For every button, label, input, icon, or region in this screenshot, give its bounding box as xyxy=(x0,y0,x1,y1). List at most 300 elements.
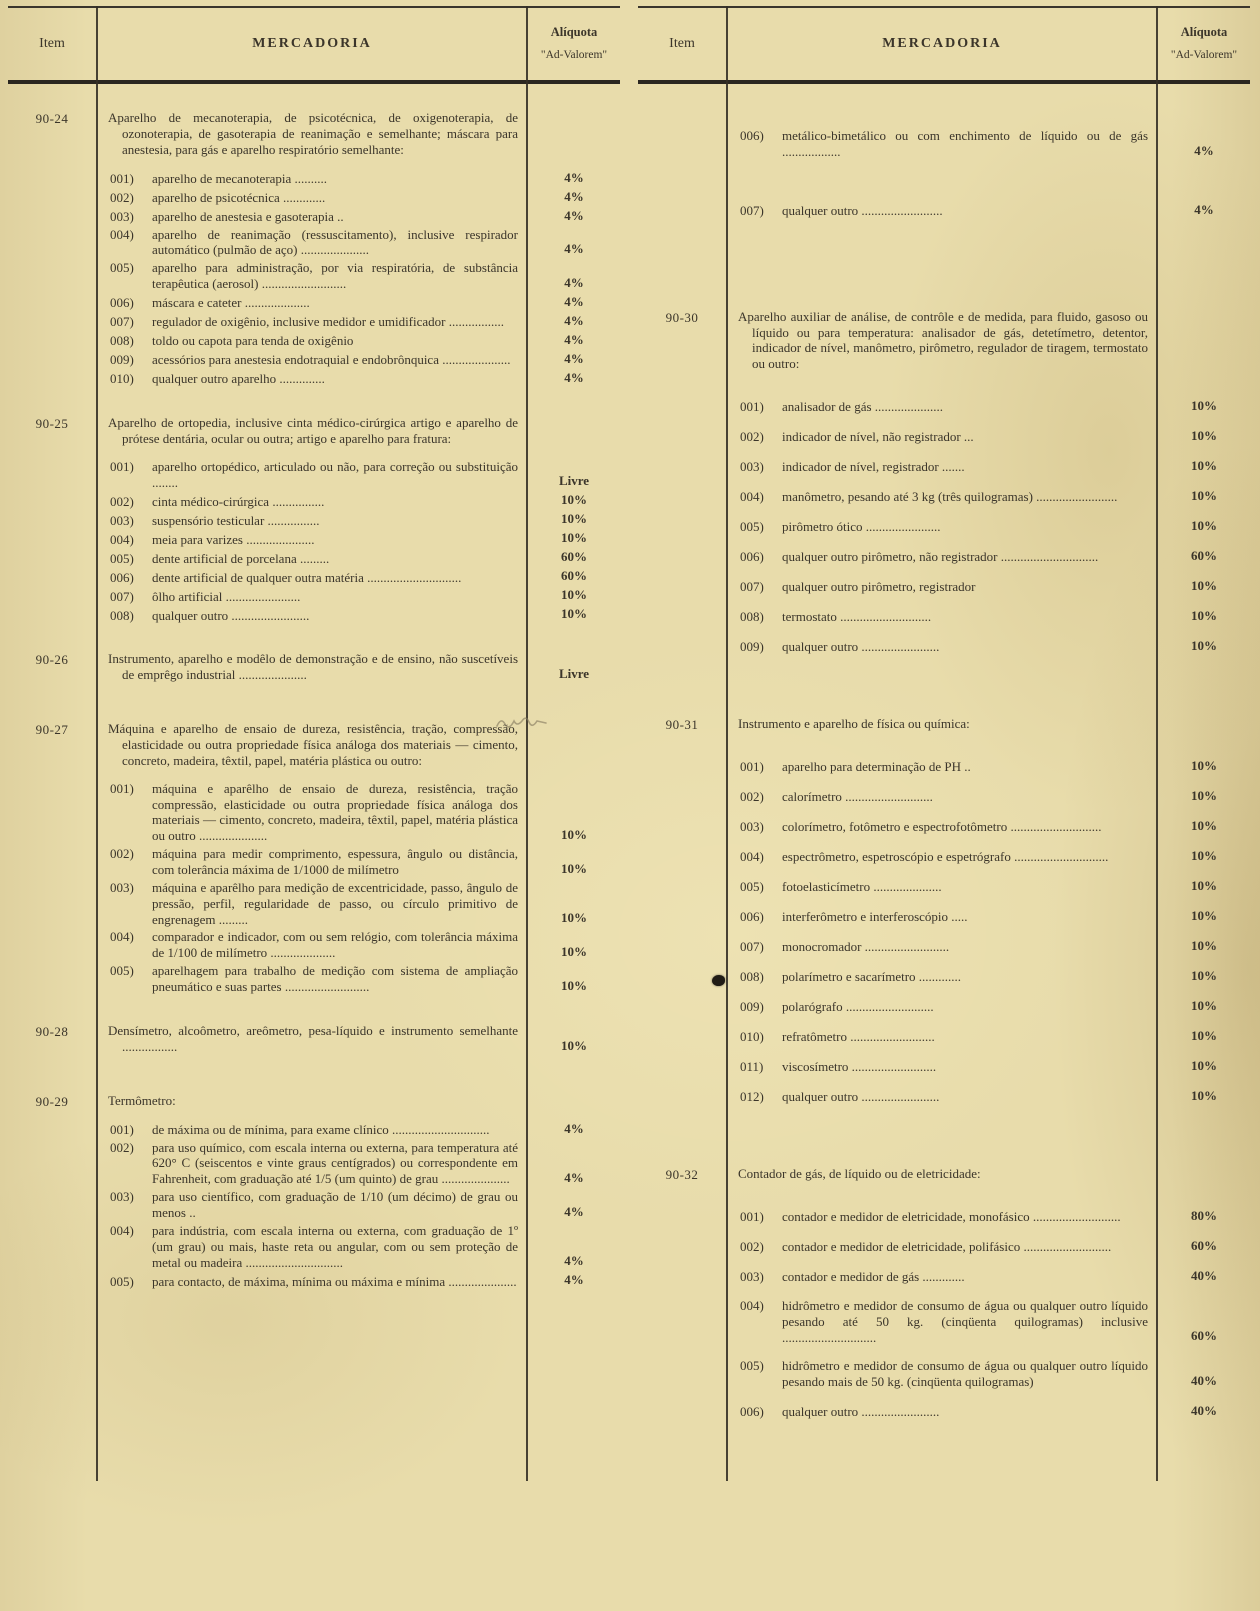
pencil-mark-artifact xyxy=(494,712,550,734)
entry-heading-text: Aparelho de ortopedia, inclusive cinta médico-cirúrgica artigo e aparelho de prótese dentária, ocular ou outra; artigo e aparelho para fratura: xyxy=(108,415,518,446)
tariff-subitem xyxy=(726,998,1250,1015)
rate-value: 4% xyxy=(564,351,584,367)
rate-value: 10% xyxy=(561,511,587,527)
rate-value: 10% xyxy=(1191,1028,1217,1044)
subitem-main xyxy=(96,1122,528,1138)
rate-value: 60% xyxy=(1191,1237,1217,1253)
subitem-text: para uso científico, com graduação de 1/10 (um décimo) de grau ou menos .. xyxy=(152,1189,518,1220)
header-aliquota-line1: Alíquota xyxy=(550,25,598,40)
entry-body xyxy=(726,1166,1250,1433)
subitem-main xyxy=(96,260,528,292)
rate-value: 4% xyxy=(564,1253,584,1269)
tariff-entry xyxy=(8,651,620,695)
tariff-subitem xyxy=(726,968,1250,985)
subitem-code: 004) xyxy=(110,531,134,547)
entry-heading-row xyxy=(96,651,620,683)
tariff-subitem xyxy=(96,370,620,387)
subitem-text: máquina e aparêlho de ensaio de dureza, resistência, tração compressão, elasticidade ou outra propriedade física análoga dos materiais — cimento, concreto, madeira, têxtil, papel, matéria plástica ou outro ..................... xyxy=(152,780,518,844)
rate-value: 40% xyxy=(1191,1373,1217,1389)
subitem-text: máquina e aparêlho para medição de excentricidade, passo, ângulo de pressão, perfil, regularidade de passo, ou círculo primitivo de engrenagem ......... xyxy=(152,879,518,927)
subitem-code: 007) xyxy=(740,202,764,218)
entry-body xyxy=(726,128,1250,261)
subitem-main xyxy=(726,519,1158,535)
tariff-subitem xyxy=(96,260,620,292)
subitem-code: 009) xyxy=(740,639,764,655)
rate-value: 10% xyxy=(1191,968,1217,984)
tariff-subitem xyxy=(726,638,1250,655)
rate-value: 4% xyxy=(564,1272,584,1288)
rate-value: 10% xyxy=(561,587,587,603)
tariff-subitem xyxy=(726,578,1250,595)
subitem-text: aparelho para determinação de PH .. xyxy=(782,759,971,775)
rate-value: 10% xyxy=(561,606,587,622)
rate-value: 4% xyxy=(1194,201,1214,217)
tariff-subitem xyxy=(96,1223,620,1271)
tariff-subitem xyxy=(726,1238,1250,1255)
tariff-subitem xyxy=(96,963,620,995)
rate-value: 4% xyxy=(564,294,584,310)
tariff-subitem xyxy=(726,938,1250,955)
subitem-main xyxy=(726,789,1158,805)
rate-value: 80% xyxy=(1191,1207,1217,1223)
subitem-text: aparelho de psicotécnica ............. xyxy=(152,189,326,205)
header-aliquota-line2: "Ad-Valorem" xyxy=(540,48,608,61)
item-code: 90-25 xyxy=(35,416,69,432)
tariff-subitem xyxy=(726,878,1250,895)
table-body-right xyxy=(638,84,1250,1433)
subitem-code: 005) xyxy=(110,550,134,566)
table-body-left xyxy=(8,84,620,1291)
subitem-main xyxy=(96,963,528,995)
rate-value xyxy=(528,768,620,769)
tariff-subitem xyxy=(96,351,620,368)
tariff-subitem xyxy=(96,880,620,928)
rate-value: 10% xyxy=(1191,1058,1217,1074)
tariff-subitem xyxy=(726,1358,1250,1390)
rate-value: 40% xyxy=(1191,1403,1217,1419)
entry-heading-row xyxy=(726,1166,1250,1182)
rate-divider-line xyxy=(1156,6,1158,1481)
subitem-main xyxy=(726,819,1158,835)
subitem-text: hidrômetro e medidor de consumo de água ou qualquer outro líquido pesando até 50 kg. (cinqüenta quilogramas) inclusive ............................. xyxy=(782,1297,1148,1345)
subitem-main xyxy=(96,295,528,311)
rate-value: 10% xyxy=(1191,458,1217,474)
subitem-main xyxy=(96,532,528,548)
item-divider-line xyxy=(726,6,728,1481)
subitem-main xyxy=(726,429,1158,445)
entry-heading-text: Densímetro, alcoômetro, areômetro, pesa-líquido e instrumento semelhante ................. xyxy=(108,1022,518,1054)
subitem-main xyxy=(96,880,528,928)
subitem-text: toldo ou capota para tenda de oxigênio xyxy=(152,333,354,349)
subitem-code: 011) xyxy=(740,1059,764,1075)
subitem-code: 004) xyxy=(110,226,134,242)
subitem-main xyxy=(96,929,528,961)
subitem-main xyxy=(726,999,1158,1015)
rate-value xyxy=(528,1108,620,1109)
rate-value: 10% xyxy=(561,492,587,508)
subitem-text: de máxima ou de mínima, para exame clínico .............................. xyxy=(152,1121,490,1137)
subitem-code: 005) xyxy=(740,519,764,535)
subitem-code: 008) xyxy=(110,333,134,349)
rate-value: 10% xyxy=(1191,758,1217,774)
subitem-code: 003) xyxy=(110,208,134,224)
subitem-code: 006) xyxy=(740,909,764,925)
rate-value: 10% xyxy=(561,910,587,926)
subitem-code: 001) xyxy=(740,1209,764,1225)
tariff-subitem xyxy=(726,428,1250,445)
subitem-code: 009) xyxy=(740,999,764,1015)
subitem-code: 006) xyxy=(740,1404,764,1420)
subitem-text: aparelho de reanimação (ressuscitamento), inclusive respirador automático (pulmão de aço) ..................... xyxy=(152,226,518,258)
tariff-subitem xyxy=(96,208,620,225)
tariff-entry xyxy=(8,1023,620,1067)
subitem-code: 001) xyxy=(110,1121,134,1137)
subitem-code: 008) xyxy=(110,607,134,623)
subitem-code: 002) xyxy=(740,789,764,805)
subitem-text: meia para varizes ..................... xyxy=(152,531,315,547)
subitem-main xyxy=(96,513,528,529)
tariff-subitem xyxy=(726,518,1250,535)
subitem-text: hidrômetro e medidor de consumo de água ou qualquer outro líquido pesando mais de 50 kg. (cinqüenta quilogramas) xyxy=(782,1358,1148,1390)
subitem-main xyxy=(96,570,528,586)
subitem-text: dente artificial de qualquer outra matéria ............................. xyxy=(152,569,462,585)
subitem-main xyxy=(96,781,528,844)
entry-heading-text: Contador de gás, de líquido ou de eletricidade: xyxy=(738,1166,981,1182)
rate-value: 10% xyxy=(1191,998,1217,1014)
header-aliquota xyxy=(528,21,620,67)
subitem-code: 006) xyxy=(110,569,134,585)
subitem-main xyxy=(726,609,1158,625)
tariff-subitem xyxy=(726,1403,1250,1420)
header-item: Item xyxy=(39,36,65,51)
subitem-text: qualquer outro pirômetro, registrador xyxy=(782,579,976,595)
header-aliquota-line1: Alíquota xyxy=(1180,25,1228,40)
entry-body xyxy=(96,415,620,625)
rate-value: 10% xyxy=(561,827,587,843)
subitem-code: 007) xyxy=(110,588,134,604)
subitem-text: aparelho ortopédico, articulado ou não, para correção ou substituição ........ xyxy=(152,458,518,490)
subitem-text: suspensório testicular ................ xyxy=(152,512,320,528)
subitem-main xyxy=(96,352,528,368)
entry-body xyxy=(96,1023,620,1067)
rate-value xyxy=(528,446,620,447)
subitem-text: contador e medidor de eletricidade, monofásico ........................... xyxy=(782,1209,1121,1225)
tariff-subitem xyxy=(726,548,1250,565)
tariff-subitem xyxy=(96,459,620,491)
subitem-text: metálico-bimetálico ou com enchimento de líquido ou de gás .................. xyxy=(782,128,1148,159)
subitem-main xyxy=(726,1239,1158,1255)
item-divider-line xyxy=(96,6,98,1481)
subitem-code: 004) xyxy=(740,1297,764,1313)
rate-value: 10% xyxy=(1191,938,1217,954)
tariff-subitem xyxy=(726,818,1250,835)
entry-heading-text: Instrumento, aparelho e modêlo de demonstração e de ensino, não suscetíveis de emprêgo industrial ..................... xyxy=(108,651,518,683)
tariff-entry xyxy=(8,721,620,997)
entry-heading-row xyxy=(96,1093,620,1109)
tariff-subitem xyxy=(96,492,620,509)
tariff-subitem xyxy=(96,781,620,844)
header-mercadoria: MERCADORIA xyxy=(252,36,372,51)
subitem-code: 008) xyxy=(740,969,764,985)
subitem-code: 010) xyxy=(110,371,134,387)
subitem-text: para contacto, de máxima, mínima ou máxima e mínima ..................... xyxy=(152,1273,517,1289)
entry-body xyxy=(96,110,620,389)
subitem-main xyxy=(96,608,528,624)
subitem-main xyxy=(96,190,528,206)
subitem-main xyxy=(96,371,528,387)
subitem-main xyxy=(726,639,1158,655)
subitem-code: 007) xyxy=(110,314,134,330)
rate-value: 4% xyxy=(564,332,584,348)
subitem-text: espectrômetro, espetroscópio e espetrógrafo ............................. xyxy=(782,849,1109,865)
tariff-subitem xyxy=(726,202,1250,219)
tariff-subitem xyxy=(96,227,620,259)
subitem-main xyxy=(96,589,528,605)
item-code: 90-27 xyxy=(35,722,69,738)
tariff-subitem xyxy=(96,1272,620,1289)
subitem-main xyxy=(96,494,528,510)
header-aliquota-line2: "Ad-Valorem" xyxy=(1170,48,1238,61)
tariff-entry xyxy=(638,128,1250,261)
tariff-table-left xyxy=(8,6,620,1481)
subitem-text: máscara e cateter .................... xyxy=(152,295,310,311)
rate-value: 10% xyxy=(561,860,587,876)
tariff-subitem xyxy=(96,530,620,547)
item-code xyxy=(638,128,726,261)
item-code: 90-32 xyxy=(665,1167,699,1183)
subitem-text: aparelho de mecanoterapia .......... xyxy=(152,170,328,186)
subitem-main xyxy=(726,939,1158,955)
subitem-text: aparelho de anestesia e gasoterapia .. xyxy=(152,208,344,224)
subitem-text: máquina para medir comprimento, espessura, ângulo ou distância, com tolerância máxima de 1/1000 de milímetro xyxy=(152,846,518,878)
tariff-entry xyxy=(8,110,620,389)
subitem-main xyxy=(96,1223,528,1271)
tariff-entry xyxy=(638,716,1250,1118)
subitem-text: acessórios para anestesia endotraquial e endobrônquica ..................... xyxy=(152,352,511,368)
subitem-main xyxy=(726,128,1158,160)
entry-heading-text: Máquina e aparelho de ensaio de dureza, resistência, tração, compressão, elasticidade ou outra propriedade física análoga dos materiais — cimento, concreto, madeira, têxtil, papel, matéria plástica ou outro: xyxy=(108,721,518,768)
rate-value: 4% xyxy=(564,370,584,386)
tariff-entry xyxy=(8,1093,620,1292)
subitem-main xyxy=(726,1059,1158,1075)
tariff-subitem xyxy=(726,908,1250,925)
rate-value: 60% xyxy=(561,549,587,565)
rate-value: 60% xyxy=(1191,1328,1217,1344)
item-code: 90-30 xyxy=(665,309,699,325)
tariff-subitem xyxy=(726,488,1250,505)
rate-value: 10% xyxy=(561,977,587,993)
subitem-code: 002) xyxy=(110,493,134,509)
subitem-code: 003) xyxy=(110,512,134,528)
header-mercadoria: MERCADORIA xyxy=(882,36,1002,51)
rate-value: 10% xyxy=(1191,488,1217,504)
subitem-main xyxy=(726,879,1158,895)
subitem-text: qualquer outro ........................ xyxy=(782,639,940,655)
subitem-main xyxy=(726,579,1158,595)
tariff-subitem xyxy=(96,606,620,623)
tariff-subitem xyxy=(726,788,1250,805)
tariff-entry xyxy=(638,1166,1250,1433)
item-code: 90-29 xyxy=(35,1093,69,1109)
subitem-text: contador e medidor de gás ............. xyxy=(782,1269,965,1285)
subitem-code: 006) xyxy=(110,295,134,311)
tariff-subitem xyxy=(96,929,620,961)
ink-blot-artifact xyxy=(712,975,725,986)
tariff-subitem xyxy=(726,1088,1250,1105)
rate-value: Livre xyxy=(558,473,590,489)
rate-value: 10% xyxy=(1191,578,1217,594)
rate-value xyxy=(528,157,620,158)
subitem-text: colorímetro, fotômetro e espectrofotômetro ............................ xyxy=(782,819,1102,835)
subitem-code: 009) xyxy=(110,352,134,368)
subitem-main xyxy=(726,549,1158,565)
rate-value: 10% xyxy=(1191,1088,1217,1104)
rate-value: 4% xyxy=(564,1170,584,1186)
subitem-main xyxy=(96,1189,528,1221)
subitem-text: qualquer outro ........................ xyxy=(782,1404,940,1420)
subitem-code: 006) xyxy=(740,549,764,565)
subitem-code: 005) xyxy=(110,1273,134,1289)
rate-value: 4% xyxy=(564,313,584,329)
subitem-text: qualquer outro ........................ xyxy=(782,1089,940,1105)
subitem-code: 004) xyxy=(110,1222,134,1238)
rate-value: 10% xyxy=(1191,848,1217,864)
subitem-code: 002) xyxy=(110,1139,134,1155)
subitem-code: 002) xyxy=(110,189,134,205)
tariff-subitem xyxy=(96,294,620,311)
subitem-main xyxy=(726,203,1158,219)
subitem-code: 003) xyxy=(110,879,134,895)
tariff-subitem xyxy=(96,511,620,528)
rate-value: 4% xyxy=(564,169,584,185)
subitem-main xyxy=(726,459,1158,475)
subitem-text: indicador de nível, registrador ....... xyxy=(782,459,965,475)
rate-value xyxy=(1158,731,1250,732)
tariff-subitem xyxy=(726,848,1250,865)
subitem-code: 001) xyxy=(740,399,764,415)
subitem-code: 003) xyxy=(740,459,764,475)
rate-value xyxy=(1158,371,1250,372)
subitem-code: 004) xyxy=(740,489,764,505)
rate-value: 60% xyxy=(561,568,587,584)
subitem-main xyxy=(726,759,1158,775)
entry-body xyxy=(96,1093,620,1292)
subitem-text: qualquer outro pirômetro, não registrador .............................. xyxy=(782,549,1099,565)
tariff-subitem xyxy=(96,568,620,585)
entry-heading-text: Aparelho de mecanoterapia, de psicotécnica, de oxigenoterapia, de ozonoterapia, de gasoterapia de reanimação e semelhante; máscara para anestesia, para gás e aparelho respiratório semelhante: xyxy=(108,110,518,157)
rate-value: 10% xyxy=(1191,398,1217,414)
subitem-code: 010) xyxy=(740,1029,764,1045)
subitem-text: regulador de oxigênio, inclusive medidor e umidificador ................. xyxy=(152,314,504,330)
rate-value xyxy=(1158,1181,1250,1182)
tariff-subitem xyxy=(726,1268,1250,1285)
rate-value: 4% xyxy=(564,1203,584,1219)
entry-heading-text: Instrumento e aparelho de física ou química: xyxy=(738,716,970,732)
subitem-text: indicador de nível, não registrador ... xyxy=(782,429,974,445)
subitem-code: 002) xyxy=(740,429,764,445)
rate-value: 10% xyxy=(1191,608,1217,624)
subitem-text: qualquer outro ........................ xyxy=(152,607,310,623)
entry-heading-text: Aparelho auxiliar de análise, de contrôle e de medida, para fluido, gasoso ou líquido ou para temperatura: analisador de gás, detetímetro, detentor, indicador de nível, manômetro, pirômetro, regulador de tiragem, termostato ou outro: xyxy=(738,308,1148,372)
subitem-main xyxy=(726,969,1158,985)
subitem-text: calorímetro ........................... xyxy=(782,789,933,805)
subitem-text: contador e medidor de eletricidade, polifásico ........................... xyxy=(782,1239,1112,1255)
rate-value: 10% xyxy=(1191,878,1217,894)
subitem-main xyxy=(726,1089,1158,1105)
subitem-main xyxy=(96,846,528,878)
entry-heading-row xyxy=(726,309,1250,372)
subitem-main xyxy=(726,399,1158,415)
item-code: 90-28 xyxy=(35,1023,69,1039)
tariff-subitem xyxy=(726,458,1250,475)
subitem-text: fotoelasticímetro ..................... xyxy=(782,879,942,895)
tariff-subitem xyxy=(96,846,620,878)
subitem-text: comparador e indicador, com ou sem relógio, com tolerância máxima de 1/100 de milímetro .................... xyxy=(152,929,518,961)
subitem-main xyxy=(96,333,528,349)
subitem-code: 005) xyxy=(740,879,764,895)
tariff-subitem xyxy=(726,1058,1250,1075)
subitem-text: qualquer outro aparelho .............. xyxy=(152,371,325,387)
tariff-subitem xyxy=(96,1189,620,1221)
entry-heading-row xyxy=(96,1023,620,1055)
subitem-main xyxy=(726,1404,1158,1420)
subitem-code: 001) xyxy=(110,170,134,186)
rate-value: 4% xyxy=(564,1120,584,1136)
rate-value: 40% xyxy=(1191,1267,1217,1283)
rate-value: 10% xyxy=(1191,818,1217,834)
subitem-main xyxy=(726,1029,1158,1045)
tariff-subitem xyxy=(726,1208,1250,1225)
subitem-main xyxy=(96,227,528,259)
subitem-code: 004) xyxy=(110,929,134,945)
subitem-main xyxy=(96,459,528,491)
subitem-text: pirômetro ótico ....................... xyxy=(782,519,941,535)
tariff-subitem xyxy=(96,189,620,206)
rate-divider-line xyxy=(526,6,528,1481)
subitem-main xyxy=(96,551,528,567)
rate-value: 10% xyxy=(1191,638,1217,654)
header-aliquota xyxy=(1158,21,1250,67)
subitem-main xyxy=(96,1140,528,1188)
subitem-text: monocromador .......................... xyxy=(782,939,950,955)
subitem-code: 002) xyxy=(740,1239,764,1255)
entry-body xyxy=(96,651,620,695)
rate-value: 4% xyxy=(1194,142,1214,158)
tariff-subitem xyxy=(726,128,1250,160)
item-code: 90-31 xyxy=(665,717,699,733)
table-header xyxy=(8,6,620,84)
subitem-text: para uso químico, com escala interna ou externa, para temperatura até 620° C (seiscentos e vinte graus centígrados) ou correspondente em Fahrenheit, com graduação até 1/5 (um quinto) de grau ..................... xyxy=(152,1139,518,1187)
subitem-text: para indústria, com escala interna ou externa, com graduação de 1º (um grau) ou mais, haste reta ou angular, com ou sem proteção de metal ou madeira .............................. xyxy=(152,1222,518,1270)
entry-body xyxy=(726,309,1250,668)
subitem-code: 004) xyxy=(740,849,764,865)
subitem-text: manômetro, pesando até 3 kg (três quilogramas) ......................... xyxy=(782,489,1118,505)
subitem-main xyxy=(96,314,528,330)
subitem-main xyxy=(726,849,1158,865)
subitem-code: 003) xyxy=(110,1189,134,1205)
subitem-code: 003) xyxy=(740,1269,764,1285)
rate-value: 60% xyxy=(1191,548,1217,564)
rate-value: 10% xyxy=(1191,428,1217,444)
tariff-subitem xyxy=(726,608,1250,625)
subitem-main xyxy=(726,1269,1158,1285)
entry-heading-row xyxy=(726,716,1250,732)
subitem-main xyxy=(96,171,528,187)
subitem-text: polarógrafo ........................... xyxy=(782,999,934,1015)
rate-value: 10% xyxy=(1191,518,1217,534)
tariff-subitem xyxy=(96,170,620,187)
subitem-code: 012) xyxy=(740,1089,764,1105)
